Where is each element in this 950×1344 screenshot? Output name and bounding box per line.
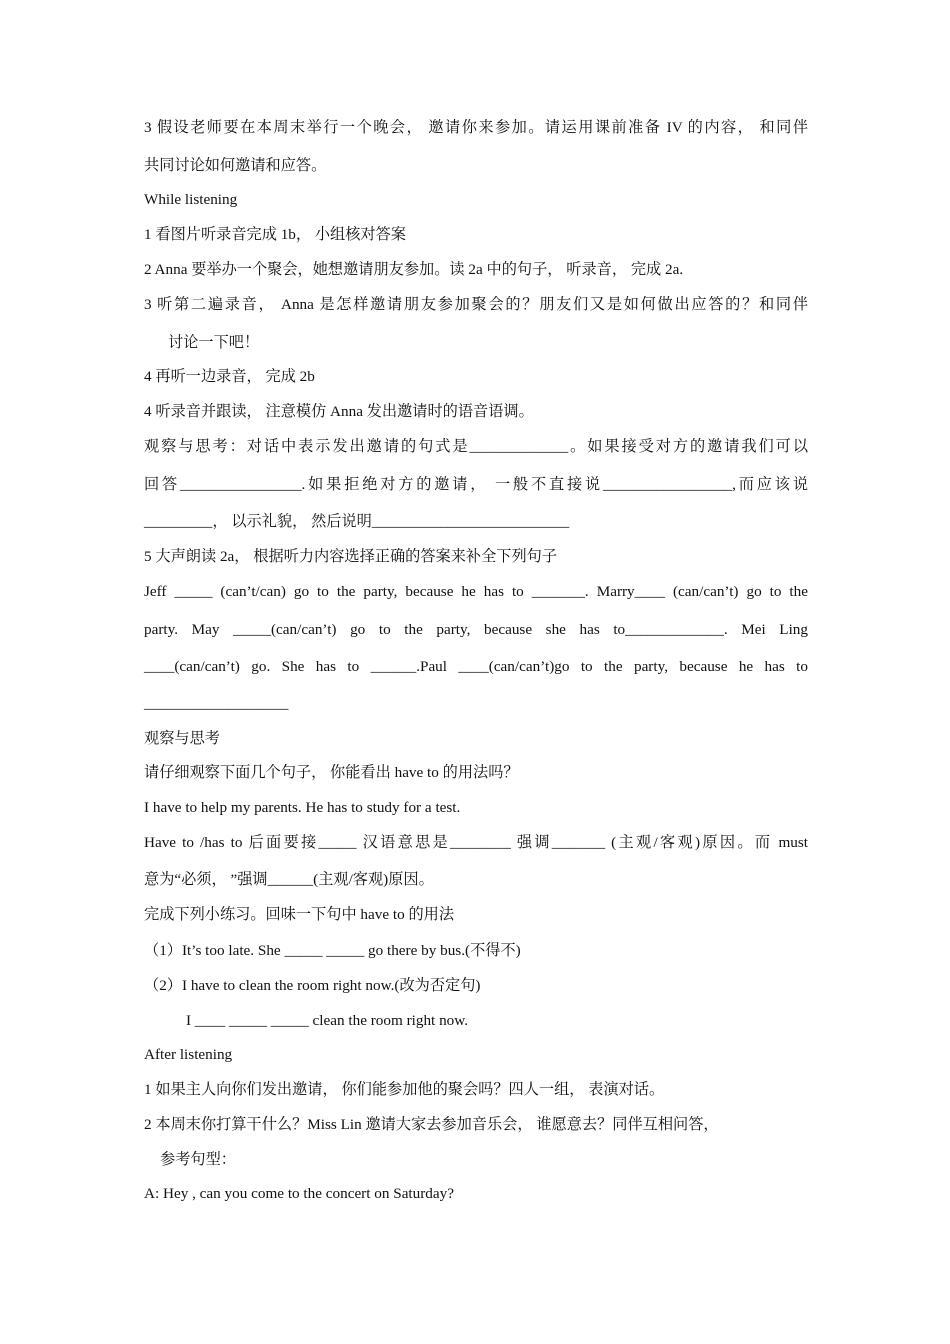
- text-line: 回答________________.如果拒绝对方的邀请， 一般不直接说_________________,而应该说: [144, 476, 808, 493]
- text-line: ____(can/can’t) go. She has to ______.Paul ____(can/can’t)go to the party, because he has to: [144, 658, 808, 675]
- text-line: 1 如果主人向你们发出邀请， 你们能参加他的聚会吗？四人一组， 表演对话。: [144, 1081, 665, 1098]
- section-heading: 观察与思考: [144, 730, 220, 747]
- text-line: ___________________: [144, 695, 289, 712]
- text-line: 完成下列小练习。回味一下句中 have to 的用法: [144, 906, 455, 923]
- text-line: （2）I have to clean the room right now.(改为否定句): [144, 977, 481, 994]
- text-line: 2 本周末你打算干什么？Miss Lin 邀请大家去参加音乐会， 谁愿意去？同伴互相问答，: [144, 1116, 719, 1133]
- text-line: 1 看图片听录音完成 1b， 小组核对答案: [144, 226, 406, 243]
- text-line: A: Hey , can you come to the concert on Saturday?: [144, 1185, 454, 1202]
- section-heading: After listening: [144, 1046, 233, 1063]
- text-line: 共同讨论如何邀请和应答。: [144, 157, 327, 174]
- text-line: 请仔细观察下面几个句子， 你能看出 have to 的用法吗？: [144, 764, 519, 781]
- text-line: 4 听录音并跟读， 注意模仿 Anna 发出邀请时的语音语调。: [144, 403, 534, 420]
- text-line: _________， 以示礼貌， 然后说明__________________________: [144, 513, 570, 530]
- text-line: 5 大声朗读 2a， 根据听力内容选择正确的答案来补全下列句子: [144, 548, 558, 565]
- text-line: 意为“必须， ”强调______(主观/客观)原因。: [144, 871, 434, 888]
- text-line: party. May _____(can/can’t) go to the party, because she has to_____________. Mei Ling: [144, 621, 808, 638]
- text-line: 3 听第二遍录音， Anna 是怎样邀请朋友参加聚会的？朋友们又是如何做出应答的？和同伴: [144, 296, 808, 313]
- text-line: Jeff _____ (can’t/can) go to the party, because he has to _______. Marry____ (can/can’t) go to the: [144, 583, 808, 600]
- text-line: 4 再听一边录音， 完成 2b: [144, 368, 315, 385]
- text-line: 参考句型：: [160, 1151, 236, 1168]
- text-line: 2 Anna 要举办一个聚会，她想邀请朋友参加。读 2a 中的句子， 听录音， 完成 2a.: [144, 261, 684, 278]
- text-line: I have to help my parents. He has to study for a test.: [144, 799, 461, 816]
- text-line: 讨论一下吧！: [168, 334, 260, 351]
- section-heading: While listening: [144, 191, 238, 208]
- text-line: （1）It’s too late. She _____ _____ go there by bus.(不得不): [144, 942, 521, 959]
- text-line: Have to /has to 后面要接_____ 汉语意思是________ 强调_______ (主观/客观)原因。而 must: [144, 834, 808, 851]
- text-line: 3 假设老师要在本周末举行一个晚会， 邀请你来参加。请运用课前准备 IV 的内容， 和同伴: [144, 119, 808, 136]
- text-line: 观察与思考：对话中表示发出邀请的句式是_____________。如果接受对方的邀请我们可以: [144, 438, 808, 455]
- text-line: I ____ _____ _____ clean the room right now.: [186, 1012, 469, 1029]
